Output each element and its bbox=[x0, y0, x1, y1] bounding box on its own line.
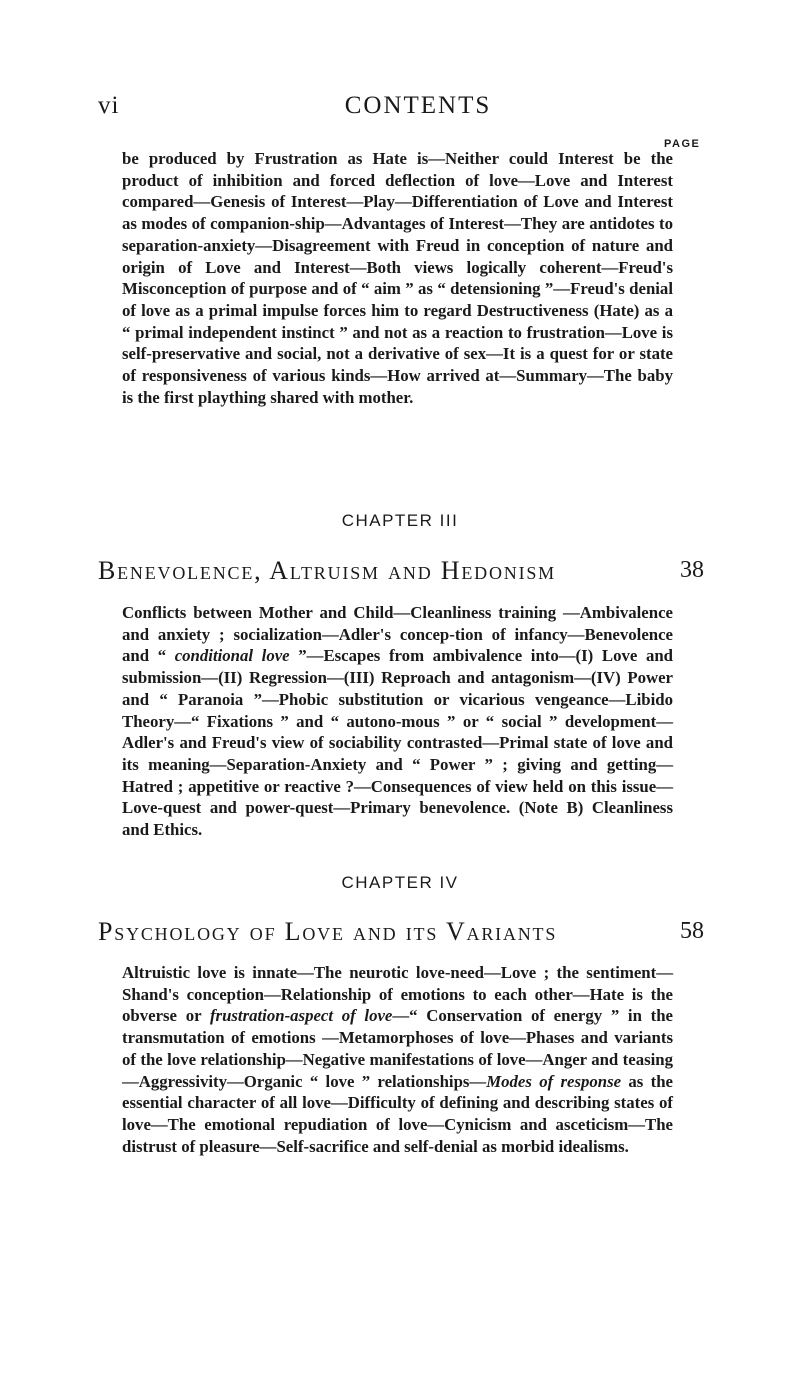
chapter-iv-page-number: 58 bbox=[680, 918, 704, 944]
chapter-iii-summary bbox=[122, 602, 673, 841]
page-column-label: PAGE bbox=[664, 138, 701, 150]
chapter-iii-label: CHAPTER III bbox=[341, 511, 459, 530]
chapter-iv-summary-italic-2: Modes of response bbox=[486, 1071, 622, 1091]
chapter-iii-summary-part-2: ”—Escapes from ambivalence into—(I) Love and submission—(II) Regression—(III) Reproach and antagonism—(IV) Power and “ Paranoia ”—Phobic substitution or vicarious vengeance—Libido Theory—“ Fixations ” and “ autono-mous ” or “ social ” development—Adler's and Freud's view of sociability contrasted—Primal state of love and its meaning—Separation-Anxiety and “ Power ” ; giving and getting—Hatred ; appetitive or reactive ?—Consequences of view held on this issue—Love-quest and power-quest—Primary benevolence. (Note B) Cleanliness and Ethics. bbox=[122, 646, 674, 840]
chapter-iv-summary-italic-1: frustration-aspect of love bbox=[209, 1006, 393, 1026]
chapter-iv-summary-part-1: Altruistic love is innate—The neurotic love-need—Love ; the sentiment—Shand's conception—Relationship of emotions to each other—Hate is the obverse or bbox=[122, 963, 673, 1026]
chapter-iii-title: Benevolence, Altruism and Hedonism bbox=[98, 556, 556, 585]
running-title: CONTENTS bbox=[344, 92, 492, 119]
chapter-iv-title: Psychology of Love and its Variants bbox=[98, 917, 558, 946]
chapter-iv-summary-part-3: as the essential character of all love—Difficulty of defining and describing states of love—The emotional repudiation of love—Cynicism and asceticism—The distrust of pleasure—Self-sacrifice and self-denial as morbid idealisms. bbox=[122, 1071, 673, 1156]
chapter-iii-summary-part-1: Conflicts between Mother and Child—Cleanliness training —Ambivalence and anxiety ; socialization—Adler's concep-tion of infancy—Benevolence and “ bbox=[122, 603, 673, 666]
page-number: vi bbox=[98, 92, 120, 119]
running-head bbox=[98, 92, 738, 122]
chapter-iii-summary-italic: conditional love bbox=[174, 646, 290, 666]
chapter-iv-label: CHAPTER IV bbox=[341, 873, 459, 892]
chapter-iv-summary bbox=[122, 962, 673, 1157]
chapter-ii-summary-continuation: be produced by Frustration as Hate is—Neither could Interest be the product of inhibition and forced deflection of love—Love and Interest compared—Genesis of Interest—Play—Differentiation of Love and Interest as modes of companion-ship—Advantages of Interest—They are antidotes to separation-anxiety—Disagreement with Freud in conception of nature and origin of Love and Interest—Both views logically coherent—Freud's Misconception of purpose and of “ aim ” as “ detensioning ”—Freud's denial of love as a primal impulse forces him to regard Destructiveness (Hate) as a “ primal independent instinct ” and not as a reaction to frustration—Love is self-preservative and social, not a derivative of sex—It is a quest for or state of responsiveness of various kinds—How arrived at—Summary—The baby is the first plaything shared with mother. bbox=[122, 149, 673, 407]
chapter-iii-page-number: 38 bbox=[680, 557, 704, 583]
chapter-iv-summary-part-2: —“ Conservation of energy ” in the transmutation of emotions —Metamorphoses of love—Phases and variants of the love relationship—Negative manifestations of love—Anger and teasing—Aggressivity—Organic “ love ” relationships— bbox=[122, 1006, 674, 1091]
